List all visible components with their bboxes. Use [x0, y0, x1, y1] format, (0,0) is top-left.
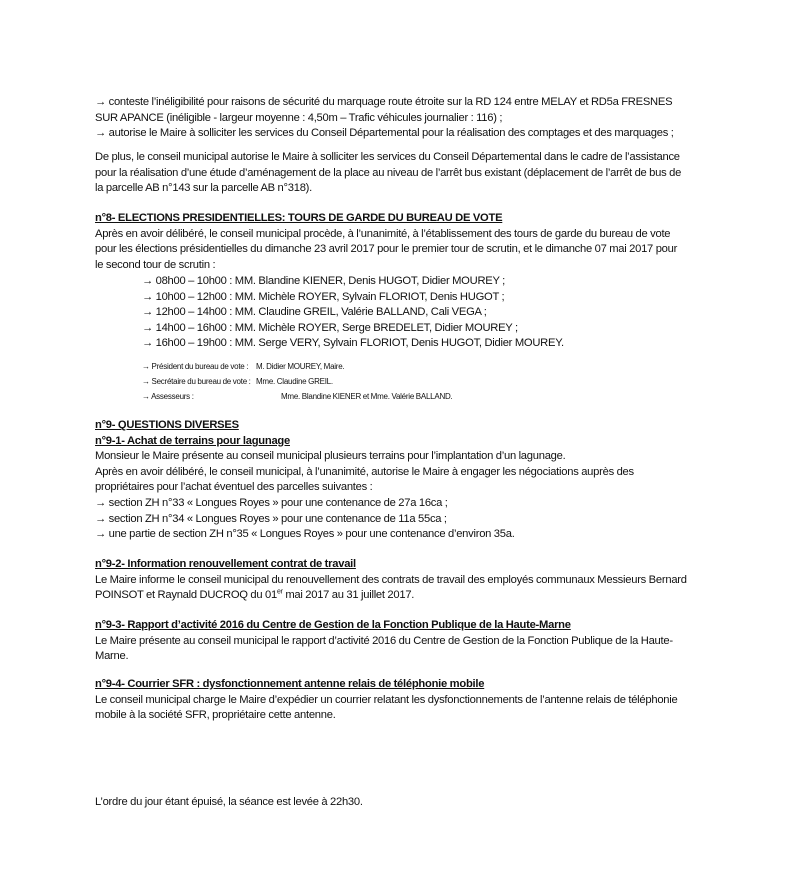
intro-list	[95, 95, 700, 142]
schedule-item: → 14h00 – 16h00 : MM. Michèle ROYER, Serge BREDELET, Didier MOUREY ;	[142, 321, 518, 334]
section-9-2	[95, 557, 700, 604]
section-line: mobile à la société SFR, propriétaire cette antenne.	[95, 709, 336, 722]
intro-line: → autorise le Maire à solliciter les services du Conseil Départemental pour la réalisation des comptages et des marquages ;	[95, 127, 674, 140]
section-line: le second tour de scrutin :	[95, 258, 216, 271]
section-9	[95, 418, 700, 543]
closing-line: L’ordre du jour étant épuisé, la séance est levée à 22h30.	[95, 796, 363, 808]
section-line: Après en avoir délibéré, le conseil municipal, à l’unanimité, autorise le Maire à engager les négociations auprès des	[95, 465, 634, 478]
official-row	[142, 374, 344, 389]
section-line: Marne.	[95, 650, 129, 663]
section-9-3	[95, 618, 700, 665]
paragraph-line: pour la réalisation d’une étude d’aménagement de la place au niveau de l’arrêt bus existant (déplacement de l’arrêt de bus de	[95, 166, 682, 179]
ordinal-suffix: er	[276, 588, 283, 596]
intro-line: → conteste l’inéligibilité pour raisons de sécurité du marquage route étroite sur la RD 124 entre MELAY et RD5a FRESNES	[95, 96, 673, 108]
schedule-item: → 10h00 – 12h00 : MM. Michèle ROYER, Sylvain FLORIOT, Denis HUGOT ;	[142, 290, 505, 303]
official-name: Mme. Blandine KIENER et Mme. Valérie BALLAND.	[281, 392, 453, 401]
section-line: Le conseil municipal charge le Maire d’expédier un courrier relatant les dysfonctionnements de l’antenne relais de téléphonie	[95, 693, 678, 706]
official-row	[142, 359, 344, 374]
official-name: M. Didier MOUREY, Maire.	[256, 362, 345, 371]
official-name: Mme. Claudine GREIL.	[256, 377, 333, 386]
parcel-item: → section ZH n°34 « Longues Royes » pour une contenance de 11a 55ca ;	[95, 512, 447, 525]
section-line: propriétaires pour l’achat éventuel des parcelles suivantes :	[95, 481, 373, 494]
closing-statement	[95, 795, 700, 811]
schedule-item: → 08h00 – 10h00 : MM. Blandine KIENER, Denis HUGOT, Didier MOUREY ;	[142, 275, 506, 287]
official-role: → Président du bureau de vote :	[142, 362, 249, 371]
section-line	[95, 588, 700, 604]
section-heading: n°9- QUESTIONS DIVERSES	[95, 419, 239, 431]
intro-paragraph	[95, 150, 700, 197]
schedule-item: → 16h00 – 19h00 : MM. Serge VERY, Sylvain FLORIOT, Denis HUGOT, Didier MOUREY.	[142, 337, 564, 350]
paragraph-line: la parcelle AB n°143 sur la parcelle AB n°318).	[95, 182, 312, 195]
section-heading: n°8- ELECTIONS PRESIDENTIELLES: TOURS DE GARDE DU BUREAU DE VOTE	[95, 212, 503, 224]
subsection-heading: n°9-4- Courrier SFR : dysfonctionnement antenne relais de téléphonie mobile	[95, 678, 485, 690]
section-line: pour les élections présidentielles du dimanche 23 avril 2017 pour le premier tour de scrutin, et le dimanche 07 mai 2017 pour	[95, 243, 678, 256]
official-role: → Secrétaire du bureau de vote :	[142, 377, 251, 386]
paragraph-line: De plus, le conseil municipal autorise le Maire à solliciter les services du Conseil Départemental dans le cadre de l’assistance	[95, 151, 680, 163]
schedule-item: → 12h00 – 14h00 : MM. Claudine GREIL, Valérie BALLAND, Cali VEGA ;	[142, 306, 487, 319]
official-row	[142, 389, 453, 404]
polling-officials	[142, 359, 453, 404]
section-line: Le Maire informe le conseil municipal du renouvellement des contrats de travail des employés communaux Messieurs Bernard	[95, 573, 687, 586]
intro-line: SUR APANCE (inéligible - largeur moyenne : 4,50m – Trafic véhicules journalier : 116) ;	[95, 111, 503, 124]
parcel-item: → section ZH n°33 « Longues Royes » pour une contenance de 27a 16ca ;	[95, 496, 448, 509]
section-8	[95, 211, 700, 273]
contract-text-start: POINSOT et Raynald DUCROQ du 01	[95, 589, 277, 602]
subsection-heading: n°9-3- Rapport d’activité 2016 du Centre de Gestion de la Fonction Publique de la Haute-Marne	[95, 619, 571, 631]
section-line: Après en avoir délibéré, le conseil municipal procède, à l’unanimité, à l’établissement des tours de garde du bureau de vote	[95, 227, 671, 240]
guard-schedule	[142, 274, 564, 352]
subsection-heading: n°9-2- Information renouvellement contrat de travail	[95, 558, 356, 570]
official-role: → Assesseurs :	[142, 392, 194, 401]
section-9-4	[95, 677, 700, 724]
parcel-item: → une partie de section ZH n°35 « Longues Royes » pour une contenance d’environ 35a.	[95, 528, 515, 541]
section-line: Monsieur le Maire présente au conseil municipal plusieurs terrains pour l’implantation d’un lagunage.	[95, 450, 566, 463]
contract-text-end: mai 2017 au 31 juillet 2017.	[282, 589, 415, 602]
subsection-heading: n°9-1- Achat de terrains pour lagunage	[95, 434, 290, 447]
section-line: Le Maire présente au conseil municipal le rapport d’activité 2016 du Centre de Gestion de la Fonction Publique de la Haute-	[95, 634, 673, 647]
